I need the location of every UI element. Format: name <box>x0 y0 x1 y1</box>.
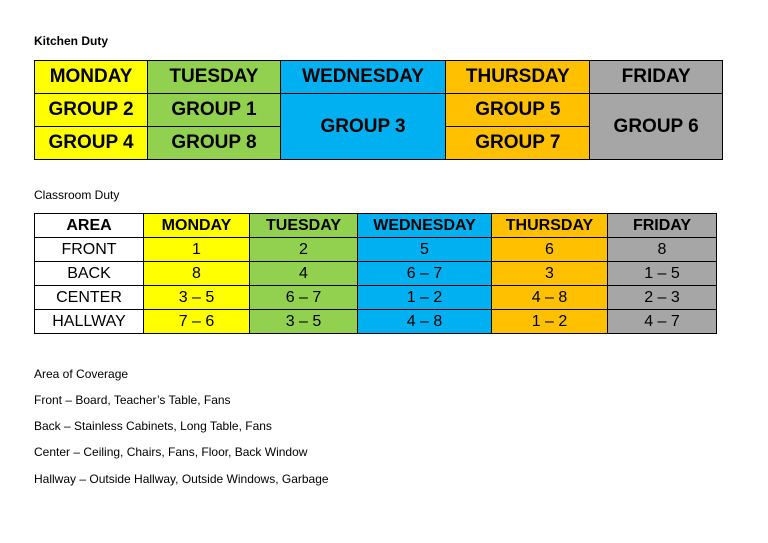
table-row <box>35 286 717 310</box>
area-cell: BACK <box>35 262 144 286</box>
duty-cell: 4 <box>250 262 358 286</box>
duty-cell: 1 – 2 <box>492 310 608 334</box>
kitchen-day-monday: MONDAY <box>35 61 148 94</box>
duty-cell: 1 <box>144 238 250 262</box>
duty-cell: 8 <box>608 238 717 262</box>
duty-cell: 6 <box>492 238 608 262</box>
duty-cell: 1 – 5 <box>608 262 717 286</box>
classroom-header-row <box>35 214 717 238</box>
classroom-header-monday: MONDAY <box>144 214 250 238</box>
duty-cell: 7 – 6 <box>144 310 250 334</box>
table-row <box>35 238 717 262</box>
kitchen-day-friday: FRIDAY <box>590 61 723 94</box>
table-row <box>35 310 717 334</box>
area-cell: CENTER <box>35 286 144 310</box>
duty-cell: 3 <box>492 262 608 286</box>
kitchen-cell-tuesday-2: GROUP 8 <box>148 127 281 160</box>
coverage-line-back: Back – Stainless Cabinets, Long Table, Fans <box>34 419 272 433</box>
duty-cell: 1 – 2 <box>358 286 492 310</box>
duty-cell: 4 – 7 <box>608 310 717 334</box>
kitchen-cell-tuesday-1: GROUP 1 <box>148 94 281 127</box>
kitchen-cell-monday-1: GROUP 2 <box>35 94 148 127</box>
kitchen-duty-title: Kitchen Duty <box>34 34 109 48</box>
coverage-title: Area of Coverage <box>34 367 129 381</box>
duty-cell: 3 – 5 <box>144 286 250 310</box>
kitchen-duty-table <box>34 60 723 160</box>
area-cell: HALLWAY <box>35 310 144 334</box>
duty-cell: 5 <box>358 238 492 262</box>
duty-cell: 2 – 3 <box>608 286 717 310</box>
kitchen-day-thursday: THURSDAY <box>446 61 590 94</box>
coverage-line-hallway: Hallway – Outside Hallway, Outside Windows, Garbage <box>34 472 329 486</box>
kitchen-cell-friday: GROUP 6 <box>590 94 723 160</box>
classroom-duty-table <box>34 213 717 334</box>
coverage-line-center: Center – Ceiling, Chairs, Fans, Floor, Back Window <box>34 445 308 459</box>
kitchen-day-wednesday: WEDNESDAY <box>280 61 446 94</box>
classroom-header-area: AREA <box>35 214 144 238</box>
kitchen-cell-wednesday: GROUP 3 <box>280 94 446 160</box>
duty-cell: 6 – 7 <box>250 286 358 310</box>
duty-cell: 4 – 8 <box>492 286 608 310</box>
duty-cell: 8 <box>144 262 250 286</box>
duty-cell: 3 – 5 <box>250 310 358 334</box>
kitchen-cell-thursday-1: GROUP 5 <box>446 94 590 127</box>
coverage-line-front: Front – Board, Teacher’s Table, Fans <box>34 393 231 407</box>
duty-cell: 4 – 8 <box>358 310 492 334</box>
classroom-header-tuesday: TUESDAY <box>250 214 358 238</box>
kitchen-row <box>35 94 723 127</box>
area-cell: FRONT <box>35 238 144 262</box>
kitchen-header-row <box>35 61 723 94</box>
classroom-duty-title: Classroom Duty <box>34 188 120 202</box>
classroom-header-friday: FRIDAY <box>608 214 717 238</box>
kitchen-cell-thursday-2: GROUP 7 <box>446 127 590 160</box>
duty-cell: 2 <box>250 238 358 262</box>
duty-cell: 6 – 7 <box>358 262 492 286</box>
kitchen-cell-monday-2: GROUP 4 <box>35 127 148 160</box>
table-row <box>35 262 717 286</box>
kitchen-day-tuesday: TUESDAY <box>148 61 281 94</box>
classroom-header-wednesday: WEDNESDAY <box>358 214 492 238</box>
classroom-header-thursday: THURSDAY <box>492 214 608 238</box>
